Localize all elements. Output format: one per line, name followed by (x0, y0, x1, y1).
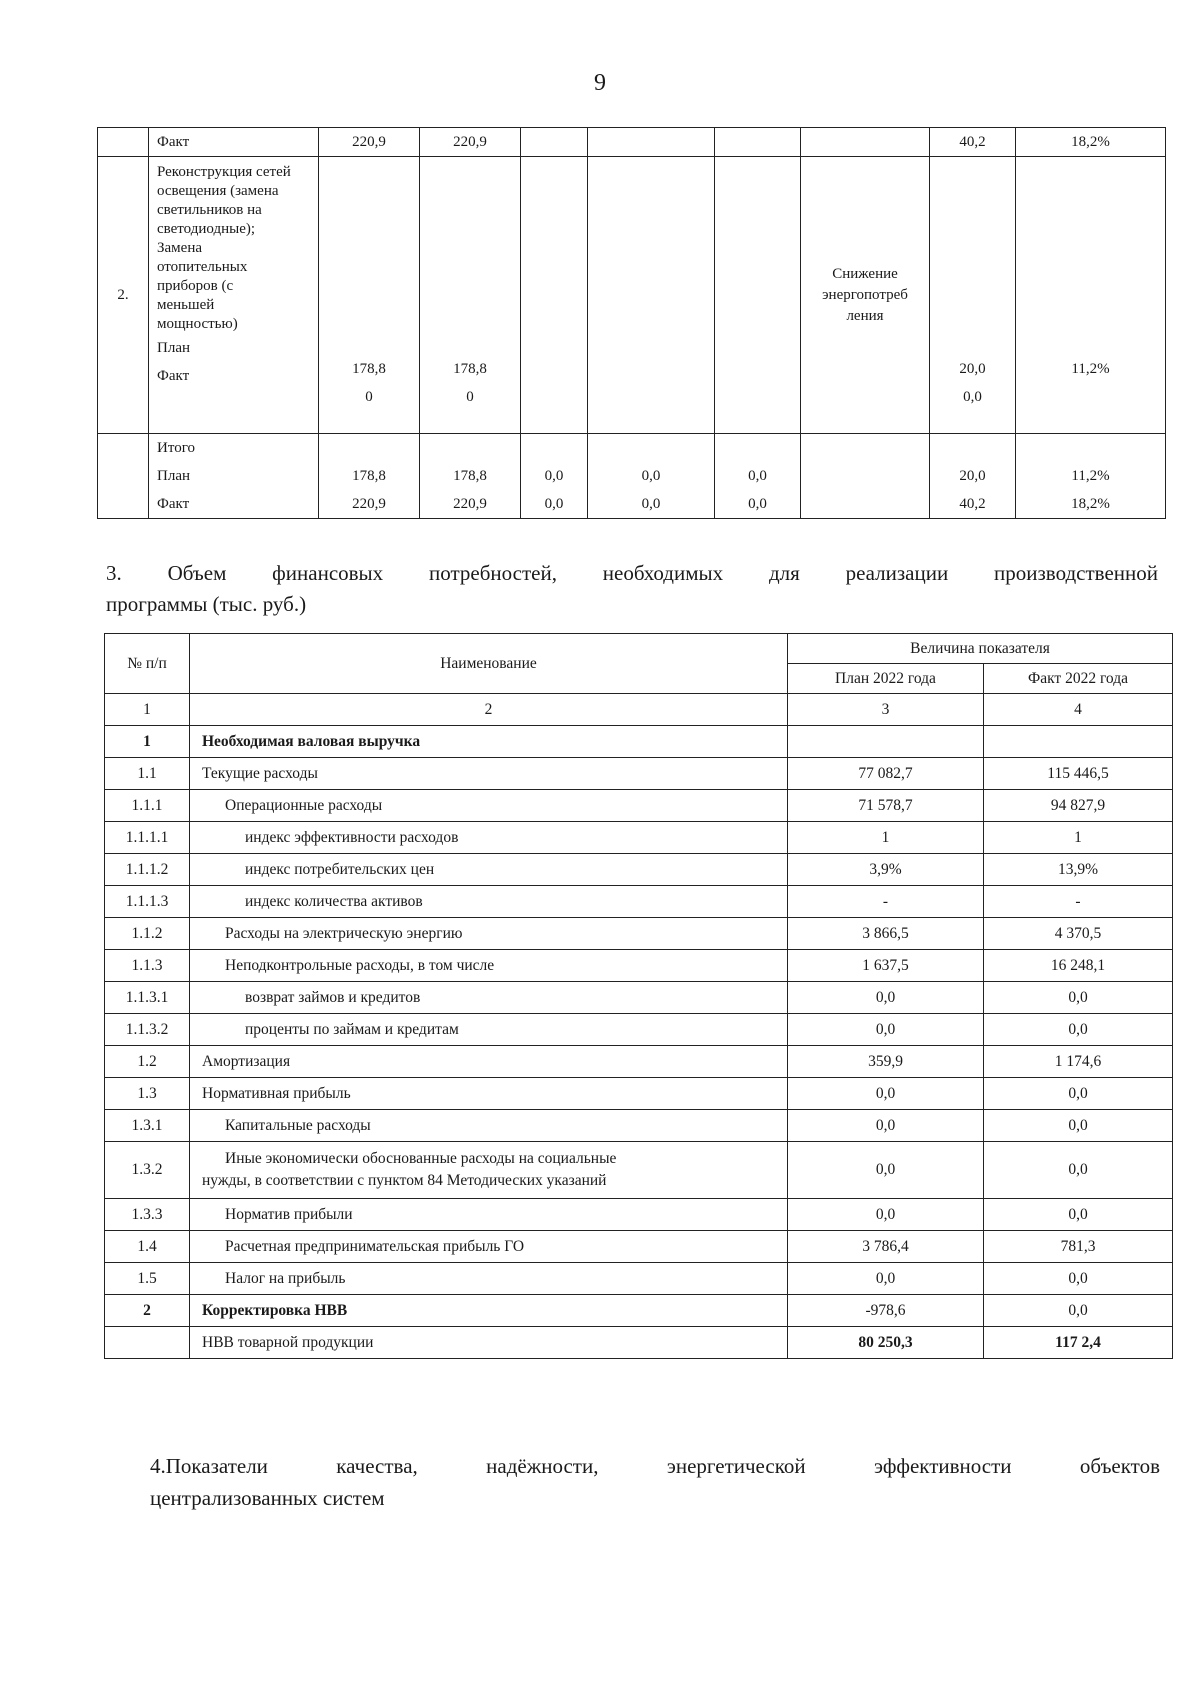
fact-value: 0,0 (984, 1078, 1173, 1110)
fact-value: 117 2,4 (984, 1327, 1173, 1359)
cell-value: 0,0 0,0 (521, 434, 588, 519)
cell-value: 11,2% (1016, 157, 1166, 434)
plan-value: 1 637,5 (788, 950, 984, 982)
row-name: Налог на прибыль (190, 1263, 788, 1295)
table-row (105, 982, 1173, 1014)
row-number: 1.3.1 (105, 1110, 190, 1142)
cell-value: 0,0 0,0 (588, 434, 715, 519)
page-number: 9 (594, 70, 606, 96)
plan-value: 77 082,7 (788, 758, 984, 790)
plan-value: 359,9 (788, 1046, 984, 1078)
header-fact: Факт 2022 года (984, 664, 1173, 694)
plan-value: 0,0 (788, 1199, 984, 1231)
row-label: Факт (149, 128, 319, 157)
row-name: Иные экономически обоснованные расходы на социальные нужды, в соответствии с пунктом 84 Методических указаний (190, 1142, 788, 1199)
row-label: Факт (157, 368, 190, 384)
effect-description: Снижение энергопотреб ления (801, 157, 930, 434)
cell-value: 11,2% 18,2% (1016, 434, 1166, 519)
section-4-heading-line2: централизованных систем (150, 1486, 385, 1510)
table-row (98, 157, 1166, 434)
total-label-cell: Итого План Факт (149, 434, 319, 519)
row-name: Амортизация (190, 1046, 788, 1078)
row-number: 1.2 (105, 1046, 190, 1078)
cell-value: 220,9 (319, 128, 420, 157)
table-row (105, 918, 1173, 950)
row-name: Неподконтрольные расходы, в том числе (190, 950, 788, 982)
fact-value: 0,0 (984, 1199, 1173, 1231)
section-4-heading-line1: 4.Показатели качества, надёжности, энергетической эффективности объектов (150, 1454, 1160, 1478)
plan-value: 0,0 (788, 1142, 984, 1199)
table-row (105, 1327, 1173, 1359)
header-plan: План 2022 года (788, 664, 984, 694)
financial-needs-table (104, 633, 1173, 1359)
table-row (105, 1295, 1173, 1327)
header-number: № п/п (105, 634, 190, 694)
table-row (105, 1014, 1173, 1046)
row-name: индекс количества активов (190, 886, 788, 918)
plan-value: 0,0 (788, 1014, 984, 1046)
fact-value: 1 (984, 822, 1173, 854)
header-group: Величина показателя (788, 634, 1173, 664)
cell-value: 18,2% (1016, 128, 1166, 157)
row-number: 1.3 (105, 1078, 190, 1110)
table-row (105, 1142, 1173, 1199)
row-number: 1.4 (105, 1231, 190, 1263)
cell-value: 40,2 (930, 128, 1016, 157)
plan-value: 3 866,5 (788, 918, 984, 950)
measures-table (97, 127, 1166, 519)
plan-value: 0,0 (788, 982, 984, 1014)
row-number (105, 1327, 190, 1359)
fact-value: 0,0 (984, 1014, 1173, 1046)
table-row (105, 726, 1173, 758)
table-row (105, 1263, 1173, 1295)
fact-value: 115 446,5 (984, 758, 1173, 790)
section-3-heading-line1: 3. Объем финансовых потребностей, необходимых для реализации производственной (106, 561, 1158, 585)
table-row (105, 886, 1173, 918)
row-name: возврат займов и кредитов (190, 982, 788, 1014)
fact-value: - (984, 886, 1173, 918)
fact-value: 0,0 (984, 1295, 1173, 1327)
fact-value (984, 726, 1173, 758)
row-name: НВВ товарной продукции (190, 1327, 788, 1359)
row-number: 1.1.3.2 (105, 1014, 190, 1046)
table-row (105, 758, 1173, 790)
cell-value: 178,8 0 (420, 157, 521, 434)
fact-value: 13,9% (984, 854, 1173, 886)
table-row (105, 1199, 1173, 1231)
row-number: 1.1.1 (105, 790, 190, 822)
row-number: 1.3.2 (105, 1142, 190, 1199)
table-row (105, 950, 1173, 982)
plan-value (788, 726, 984, 758)
row-number: 1.5 (105, 1263, 190, 1295)
cell-value: 0,0 0,0 (715, 434, 801, 519)
row-number: 1.1.3.1 (105, 982, 190, 1014)
plan-value: 80 250,3 (788, 1327, 984, 1359)
fact-value: 0,0 (984, 982, 1173, 1014)
column-number: 4 (984, 694, 1173, 726)
plan-value: 1 (788, 822, 984, 854)
header-name: Наименование (190, 634, 788, 694)
plan-value: 0,0 (788, 1263, 984, 1295)
table-row (98, 128, 1166, 157)
row-number: 1.1.1.2 (105, 854, 190, 886)
plan-value: 3,9% (788, 854, 984, 886)
row-name: Расчетная предпринимательская прибыль ГО (190, 1231, 788, 1263)
fact-value: 1 174,6 (984, 1046, 1173, 1078)
table-row (105, 1231, 1173, 1263)
plan-value: -978,6 (788, 1295, 984, 1327)
row-number: 1.3.3 (105, 1199, 190, 1231)
row-name: Операционные расходы (190, 790, 788, 822)
cell-value: 178,8 220,9 (319, 434, 420, 519)
row-number: 2 (105, 1295, 190, 1327)
plan-value: 0,0 (788, 1078, 984, 1110)
row-number: 1.1.3 (105, 950, 190, 982)
fact-value: 4 370,5 (984, 918, 1173, 950)
fact-value: 0,0 (984, 1110, 1173, 1142)
plan-value: 71 578,7 (788, 790, 984, 822)
section-3-heading-line2: программы (тыс. руб.) (106, 592, 307, 616)
table-row (98, 434, 1166, 519)
table-row (105, 1046, 1173, 1078)
column-number: 3 (788, 694, 984, 726)
plan-value: 3 786,4 (788, 1231, 984, 1263)
cell-value: 220,9 (420, 128, 521, 157)
row-number: 1 (105, 726, 190, 758)
row-name: индекс потребительских цен (190, 854, 788, 886)
column-number: 2 (190, 694, 788, 726)
table-row (105, 854, 1173, 886)
row-number: 1.1.2 (105, 918, 190, 950)
fact-value: 94 827,9 (984, 790, 1173, 822)
column-number-row (105, 694, 1173, 726)
cell-value: 178,8 220,9 (420, 434, 521, 519)
table-header-row (105, 634, 1173, 664)
table-row (105, 1078, 1173, 1110)
table-row (105, 822, 1173, 854)
cell-value: 20,0 0,0 (930, 157, 1016, 434)
row-name: Нормативная прибыль (190, 1078, 788, 1110)
fact-value: 16 248,1 (984, 950, 1173, 982)
row-name: индекс эффективности расходов (190, 822, 788, 854)
table-row (105, 1110, 1173, 1142)
row-number: 1.1 (105, 758, 190, 790)
row-name: Текущие расходы (190, 758, 788, 790)
row-name: Норматив прибыли (190, 1199, 788, 1231)
fact-value: 0,0 (984, 1263, 1173, 1295)
row-name: Капитальные расходы (190, 1110, 788, 1142)
row-number: 1.1.1.3 (105, 886, 190, 918)
row-name: проценты по займам и кредитам (190, 1014, 788, 1046)
cell-value: 178,8 0 (319, 157, 420, 434)
table-row (105, 790, 1173, 822)
row-number: 2. (98, 157, 149, 434)
column-number: 1 (105, 694, 190, 726)
fact-value: 0,0 (984, 1142, 1173, 1199)
row-name: Необходимая валовая выручка (190, 726, 788, 758)
row-name: Расходы на электрическую энергию (190, 918, 788, 950)
fact-value: 781,3 (984, 1231, 1173, 1263)
row-name: Корректировка НВВ (190, 1295, 788, 1327)
measure-description: Реконструкция сетей освещения (замена светильников на светодиодные); Замена отопительных приборов (с меньшей мощностью) План Факт (149, 157, 319, 434)
row-label: План (157, 340, 191, 356)
plan-value: - (788, 886, 984, 918)
plan-value: 0,0 (788, 1110, 984, 1142)
row-number: 1.1.1.1 (105, 822, 190, 854)
cell-value: 20,0 40,2 (930, 434, 1016, 519)
